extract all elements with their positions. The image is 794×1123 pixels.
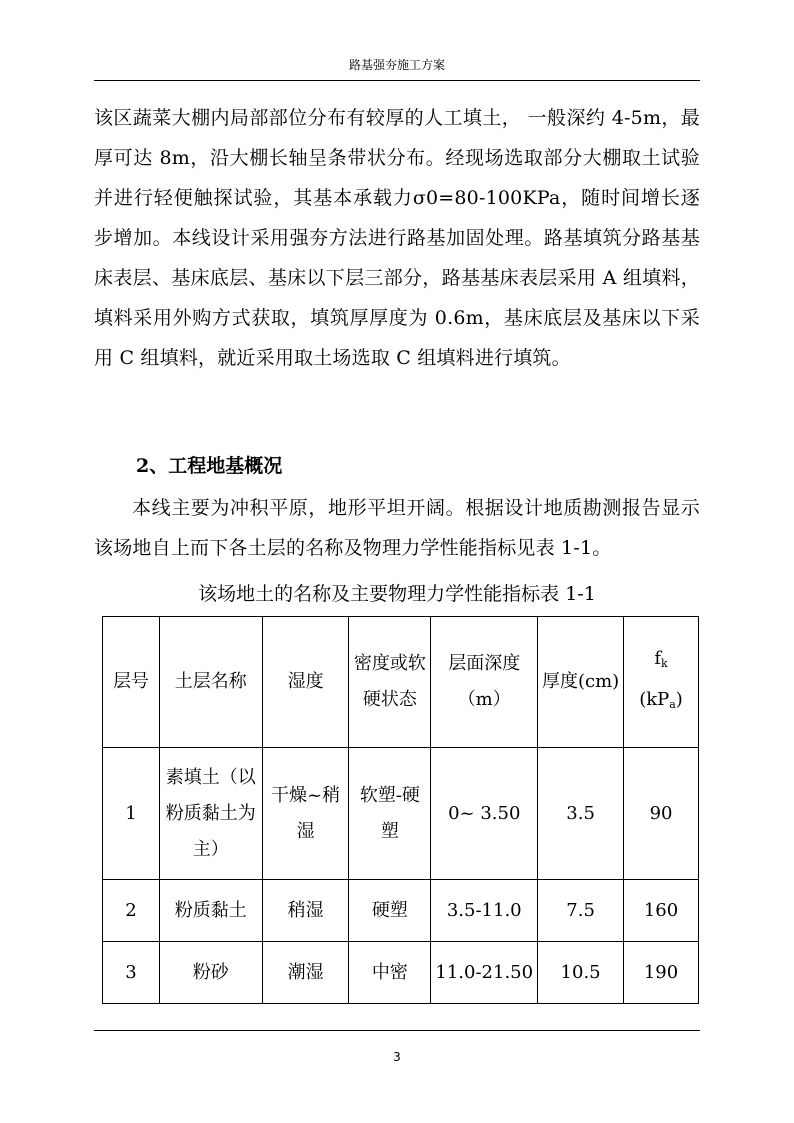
section-heading-foundation: 2、工程地基概况 [136, 455, 283, 477]
cell-fk: 160 [624, 880, 699, 942]
header-soil-name: 土层名称 [159, 617, 262, 748]
footer-divider [94, 1030, 700, 1031]
cell-density: 硬塑 [349, 880, 431, 942]
header-fk-unit: $(kP_a)$ [639, 689, 683, 711]
header-divider [94, 80, 700, 81]
cell-layer-no: 1 [103, 748, 160, 880]
cell-layer-no: 3 [103, 942, 160, 1004]
cell-soil-name: 素填土（以粉质黏土为主） [159, 748, 262, 880]
header-thickness: 厚度(cm) [538, 617, 624, 748]
header-fk-symbol: $f_k$ [654, 648, 668, 670]
cell-thickness: 10.5 [538, 942, 624, 1004]
cell-depth: 0~ 3.50 [431, 748, 538, 880]
table-header-row [103, 617, 699, 748]
cell-density: 中密 [349, 942, 431, 1004]
page-number: 3 [393, 1050, 401, 1064]
cell-fk: 90 [624, 748, 699, 880]
cell-thickness: 3.5 [538, 748, 624, 880]
cell-humidity: 潮湿 [262, 942, 349, 1004]
cell-depth: 11.0-21.50 [431, 942, 538, 1004]
page-header-title: 路基强夯施工方案 [348, 58, 445, 72]
soil-properties-table [102, 616, 699, 1004]
paragraph-fill-description: 该区蔬菜大棚内局部部位分布有较厚的人工填土， 一般深约 4-5m，最厚可达 8m，沿大棚长轴呈条带状分布。经现场选取部分大棚取土试验并进行轻便触探试验，其基本承载力σ0=80-100KPa，随时间增长逐步增加。本线设计采用强夯方法进行路基加固处理。路基填筑分路基基床表层、基床底层、基床以下层三部分，路基基床表层采用 A 组填料，填料采用外购方式获取，填筑厚厚度为 0.6m，基床底层及基床以下采用 C 组填料，就近采用取土场选取 C 组填料进行填筑。 [94, 107, 700, 369]
header-layer-no: 层号 [103, 617, 160, 748]
header-depth: 层面深度（m） [431, 617, 538, 748]
cell-humidity: 稍湿 [262, 880, 349, 942]
table-row [103, 880, 699, 942]
cell-density: 软塑-硬塑 [349, 748, 431, 880]
header-fk [624, 617, 699, 748]
cell-soil-name: 粉砂 [159, 942, 262, 1004]
cell-thickness: 7.5 [538, 880, 624, 942]
cell-humidity: 干燥~稍湿 [262, 748, 349, 880]
paragraph-foundation-overview: 本线主要为冲积平原，地形平坦开阔。根据设计地质勘测报告显示该场地自上而下各土层的名称及物理力学性能指标见表 1-1。 [94, 497, 700, 559]
cell-soil-name: 粉质黏土 [159, 880, 262, 942]
header-density: 密度或软硬状态 [349, 617, 431, 748]
cell-fk: 190 [624, 942, 699, 1004]
table-row [103, 748, 699, 880]
table-caption: 该场地土的名称及主要物理力学性能指标表 1-1 [198, 583, 596, 605]
cell-depth: 3.5-11.0 [431, 880, 538, 942]
cell-layer-no: 2 [103, 880, 160, 942]
header-humidity: 湿度 [262, 617, 349, 748]
table-row [103, 942, 699, 1004]
